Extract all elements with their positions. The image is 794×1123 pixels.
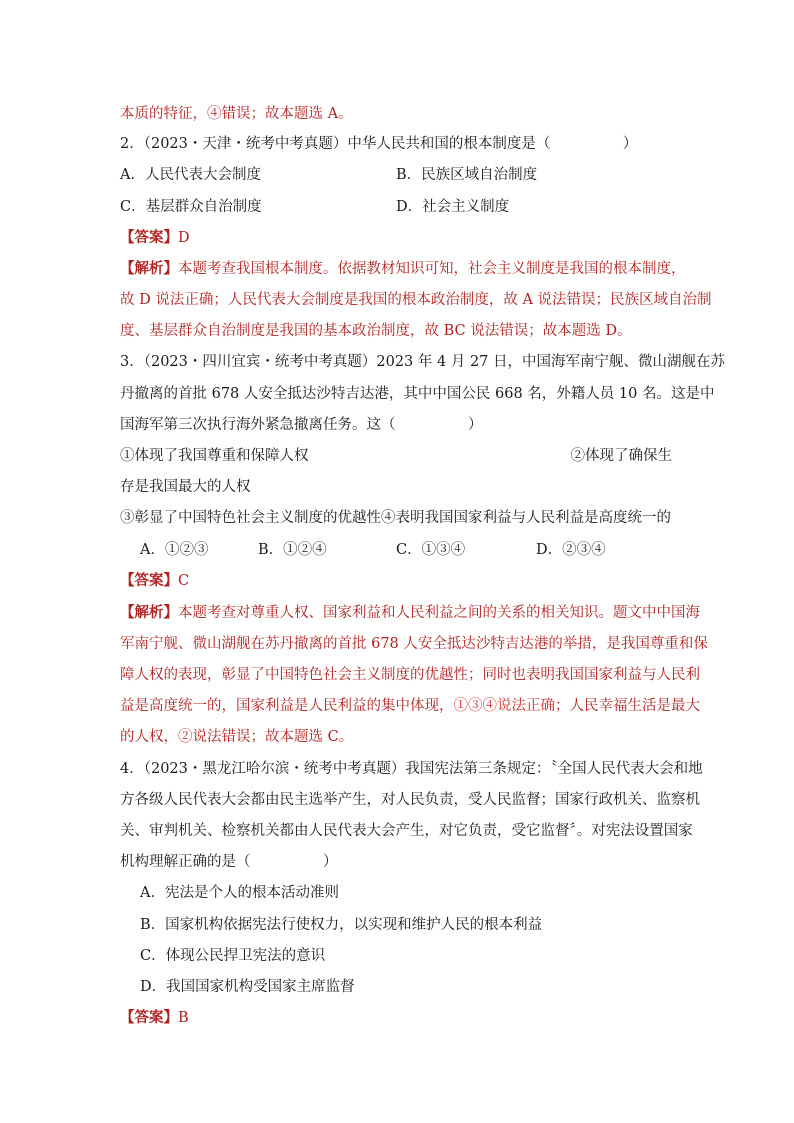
analysis-highlight: ①③④说法正确	[453, 698, 555, 714]
prev-analysis-tail: 本质的特征，④错误；故本题选 A。	[120, 106, 353, 122]
q3-analysis-line-1	[120, 603, 700, 623]
answer-label: 【答案】	[120, 572, 178, 589]
q4-stem-line-3: 关、审判机关、检察机关都由人民代表大会产生，对它负责，受它监督〞。对宪法设置国家	[120, 823, 693, 839]
answer-value: C	[178, 573, 190, 589]
q4-option-b: B．国家机构依据宪法行使权力，以实现和维护人民的根本利益	[140, 917, 543, 933]
q2-options-row-1	[120, 165, 538, 185]
q3-option-d: D．②③④	[536, 542, 606, 558]
q2-option-a: A．人民代表大会制度	[120, 167, 261, 183]
analysis-text-end: ；人民幸福生活是最大	[555, 698, 700, 714]
answer-value: B	[178, 1010, 189, 1026]
analysis-label: 【解析】	[120, 604, 178, 621]
q3-analysis-line-2: 军南宁舰、微山湖舰在苏丹撤离的首批 678 人安全抵达沙特吉达港的举措，是我国尊重和保	[120, 636, 708, 652]
answer-label: 【答案】	[120, 1009, 178, 1026]
q3-analysis-line-3: 障人权的表现，彰显了中国特色社会主义制度的优越性；同时也表明我国国家利益与人民利	[120, 667, 700, 683]
q2-option-b: B．民族区域自治制度	[396, 167, 538, 183]
q4-option-a: A．宪法是个人的根本活动准则	[140, 885, 339, 901]
q3-items-3-4: ③彰显了中国特色社会主义制度的优越性④表明我国国家利益与人民利益是高度统一的	[120, 510, 671, 526]
q2-analysis-line-3: 度、基层群众自治制度是我国的基本政治制度，故 BC 说法错误；故本题选 D。	[120, 323, 632, 339]
analysis-text: 本题考查对尊重人权、国家利益和人民利益之间的关系的相关知识。题文中中国海	[178, 605, 700, 621]
q4-stem-line-4: 机构理解正确的是（ ）	[120, 854, 338, 870]
q4-answer	[120, 1008, 189, 1028]
q3-options-row	[140, 540, 606, 560]
q2-analysis-line-1	[120, 259, 686, 279]
answer-label: 【答案】	[120, 229, 178, 246]
q3-item-2-start: ②体现了确保生	[570, 448, 672, 464]
q3-analysis-line-4	[120, 696, 700, 716]
q4-option-c: C．体现公民捍卫宪法的意识	[140, 948, 326, 964]
q2-answer	[120, 228, 190, 248]
q3-analysis-line-5: 的人权，②说法错误；故本题选 C。	[120, 729, 354, 745]
q2-options-row-2	[120, 197, 510, 217]
q2-analysis-line-2: 故 D 说法正确；人民代表大会制度是我国的根本政治制度，故 A 说法错误；民族区域自治制	[120, 292, 712, 308]
q3-items-row-1	[120, 446, 672, 466]
q3-option-a: A．①②③	[140, 542, 209, 558]
q3-stem-line-1: 3．（2023・四川宜宾・统考中考真题）2023 年 4 月 27 日，中国海军南宁舰、微山湖舰在苏	[120, 354, 725, 370]
q2-stem: 2．（2023・天津・统考中考真题）中华人民共和国的根本制度是（ ）	[120, 136, 638, 152]
analysis-label: 【解析】	[120, 260, 178, 277]
q3-stem-line-2: 丹撤离的首批 678 人安全抵达沙特吉达港，其中中国公民 668 名，外籍人员 10 名。这是中	[120, 386, 715, 402]
analysis-text: 益是高度统一的，国家利益是人民利益的集中体现，	[120, 698, 454, 714]
q4-stem-line-1: 4．（2023・黑龙江哈尔滨・统考中考真题）我国宪法第三条规定：〝全国人民代表大会和地	[120, 761, 703, 777]
q3-item-1: ①体现了我国尊重和保障人权	[120, 448, 309, 464]
analysis-text: 本题考查我国根本制度。依据教材知识可知，社会主义制度是我国的根本制度，	[178, 261, 686, 277]
q2-option-c: C．基层群众自治制度	[120, 199, 262, 215]
q2-option-d: D．社会主义制度	[396, 199, 510, 215]
answer-value: D	[178, 230, 190, 246]
q4-stem-line-2: 方各级人民代表大会都由民主选举产生，对人民负责，受人民监督；国家行政机关、监察机	[120, 792, 700, 808]
q3-item-2-end: 存是我国最大的人权	[120, 479, 251, 495]
q3-option-c: C．①③④	[396, 542, 466, 558]
q3-option-b: B．①②④	[258, 542, 327, 558]
q3-stem-line-3: 国海军第三次执行海外紧急撤离任务。这（ ）	[120, 417, 483, 433]
q4-option-d: D．我国国家机构受国家主席监督	[140, 979, 355, 995]
q3-answer	[120, 571, 189, 591]
